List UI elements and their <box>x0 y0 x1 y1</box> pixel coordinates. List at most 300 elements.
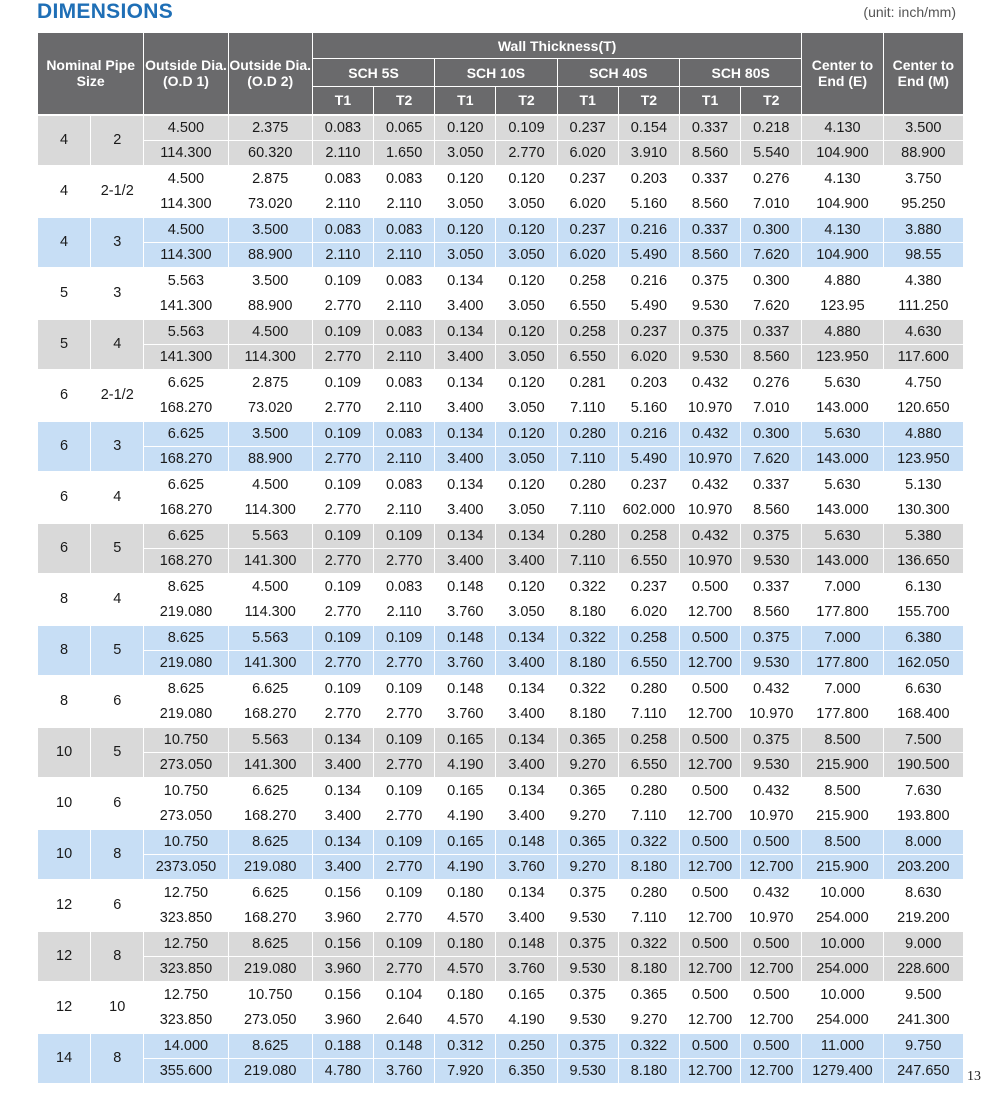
cell-mm: 73.020 <box>228 395 312 421</box>
cell-mm: 8.180 <box>557 701 618 727</box>
table-row-inch <box>38 166 964 192</box>
table-row-mm <box>38 344 964 370</box>
cell-mm: 6.550 <box>557 293 618 319</box>
cell-mm: 88.900 <box>883 140 963 166</box>
cell-mm: 9.530 <box>557 1058 618 1083</box>
cell-mm: 155.700 <box>883 599 963 625</box>
cell-mm: 241.300 <box>883 1007 963 1033</box>
cell-mm: 136.650 <box>883 548 963 574</box>
cell-mm: 5.490 <box>618 446 679 472</box>
cell-mm: 12.700 <box>679 701 740 727</box>
table-row-mm <box>38 242 964 268</box>
cell-mm: 3.050 <box>435 191 496 217</box>
cell-mm: 5.160 <box>618 395 679 421</box>
cell-mm: 123.950 <box>802 344 883 370</box>
header-t1: T1 <box>557 87 618 115</box>
cell-mm: 7.010 <box>741 191 802 217</box>
header-t2: T2 <box>496 87 557 115</box>
cell-inch: 0.165 <box>435 829 496 855</box>
cell-mm: 3.760 <box>496 854 557 880</box>
table-row-inch <box>38 829 964 855</box>
cell-inch: 0.258 <box>557 268 618 294</box>
cell-inch: 0.500 <box>679 574 740 600</box>
cell-mm: 2.770 <box>374 752 435 778</box>
cell-inch: 0.134 <box>435 319 496 345</box>
cell-inch: 0.188 <box>312 1033 373 1059</box>
cell-mm: 1279.400 <box>802 1058 883 1083</box>
cell-inch: 0.120 <box>496 574 557 600</box>
cell-mm: 2.770 <box>374 956 435 982</box>
cell-mm: 95.250 <box>883 191 963 217</box>
dimensions-table-body <box>38 115 964 1083</box>
cell-mm: 219.080 <box>228 854 312 880</box>
cell-mm: 12.700 <box>679 650 740 676</box>
cell-inch: 0.500 <box>679 931 740 957</box>
cell-inch: 0.312 <box>435 1033 496 1059</box>
cell-mm: 114.300 <box>144 242 228 268</box>
cell-mm: 219.080 <box>144 599 228 625</box>
cell-inch: 0.237 <box>618 472 679 498</box>
cell-inch: 0.148 <box>435 625 496 651</box>
cell-mm: 4.190 <box>435 803 496 829</box>
cell-mm: 177.800 <box>802 599 883 625</box>
cell-inch: 0.120 <box>496 268 557 294</box>
cell-inch: 0.216 <box>618 217 679 243</box>
cell-inch: 10.750 <box>144 727 228 753</box>
cell-inch: 0.375 <box>741 625 802 651</box>
cell-inch: 0.365 <box>557 727 618 753</box>
cell-mm: 3.400 <box>312 854 373 880</box>
cell-inch: 7.630 <box>883 778 963 804</box>
cell-inch: 0.109 <box>496 115 557 141</box>
cell-mm: 143.000 <box>802 395 883 421</box>
cell-inch: 4.500 <box>144 166 228 192</box>
cell-inch: 10.750 <box>228 982 312 1008</box>
table-row-inch <box>38 472 964 498</box>
cell-mm: 3.050 <box>496 446 557 472</box>
cell-inch: 0.500 <box>741 931 802 957</box>
cell-inch: 0.083 <box>374 268 435 294</box>
cell-inch: 0.500 <box>741 982 802 1008</box>
cell-inch: 0.120 <box>496 319 557 345</box>
cell-mm: 2.110 <box>374 293 435 319</box>
dimensions-table <box>37 32 964 1083</box>
cell-inch: 0.375 <box>741 727 802 753</box>
cell-mm: 219.080 <box>228 1058 312 1083</box>
cell-mm: 9.270 <box>618 1007 679 1033</box>
nominal-size-2: 5 <box>91 625 144 676</box>
cell-inch: 3.500 <box>883 115 963 141</box>
cell-mm: 4.780 <box>312 1058 373 1083</box>
nominal-size-1: 10 <box>38 727 91 778</box>
cell-inch: 0.280 <box>557 472 618 498</box>
cell-mm: 3.050 <box>496 599 557 625</box>
cell-mm: 7.110 <box>618 803 679 829</box>
cell-mm: 4.570 <box>435 905 496 931</box>
header-t2: T2 <box>374 87 435 115</box>
cell-inch: 0.134 <box>496 523 557 549</box>
cell-inch: 0.109 <box>312 319 373 345</box>
cell-inch: 0.120 <box>496 166 557 192</box>
cell-inch: 0.237 <box>618 574 679 600</box>
cell-mm: 6.550 <box>618 650 679 676</box>
cell-inch: 5.563 <box>228 727 312 753</box>
cell-mm: 10.970 <box>679 548 740 574</box>
cell-mm: 60.320 <box>228 140 312 166</box>
cell-mm: 2373.050 <box>144 854 228 880</box>
cell-inch: 5.630 <box>802 370 883 396</box>
nominal-size-1: 12 <box>38 880 91 931</box>
cell-inch: 0.120 <box>435 217 496 243</box>
cell-mm: 12.700 <box>679 599 740 625</box>
cell-inch: 0.134 <box>435 421 496 447</box>
cell-mm: 3.400 <box>435 446 496 472</box>
cell-mm: 5.490 <box>618 293 679 319</box>
cell-mm: 114.300 <box>144 140 228 166</box>
header-wall-thickness: Wall Thickness(T) <box>312 33 802 59</box>
cell-inch: 0.322 <box>557 676 618 702</box>
cell-inch: 6.625 <box>228 676 312 702</box>
cell-inch: 14.000 <box>144 1033 228 1059</box>
cell-mm: 8.180 <box>618 854 679 880</box>
cell-inch: 0.109 <box>374 625 435 651</box>
cell-mm: 3.400 <box>435 395 496 421</box>
cell-inch: 7.000 <box>802 676 883 702</box>
cell-inch: 4.630 <box>883 319 963 345</box>
cell-inch: 6.625 <box>228 778 312 804</box>
cell-inch: 0.109 <box>312 421 373 447</box>
nominal-size-2: 4 <box>91 472 144 523</box>
cell-inch: 0.065 <box>374 115 435 141</box>
cell-inch: 2.375 <box>228 115 312 141</box>
header-sch10s: SCH 10S <box>435 59 557 87</box>
cell-mm: 168.270 <box>144 446 228 472</box>
cell-mm: 219.080 <box>144 650 228 676</box>
cell-inch: 0.148 <box>435 676 496 702</box>
cell-inch: 0.500 <box>679 676 740 702</box>
cell-mm: 117.600 <box>883 344 963 370</box>
cell-inch: 0.432 <box>741 880 802 906</box>
table-row-inch <box>38 115 964 141</box>
cell-inch: 8.625 <box>228 1033 312 1059</box>
table-row-mm <box>38 548 964 574</box>
cell-inch: 3.500 <box>228 421 312 447</box>
table-row-mm <box>38 395 964 421</box>
header-t1: T1 <box>679 87 740 115</box>
cell-mm: 7.110 <box>618 905 679 931</box>
cell-mm: 2.770 <box>312 548 373 574</box>
header-od2: Outside Dia. (O.D 2) <box>228 33 312 115</box>
cell-mm: 602.000 <box>618 497 679 523</box>
cell-inch: 0.337 <box>741 574 802 600</box>
cell-inch: 0.258 <box>618 523 679 549</box>
cell-mm: 5.540 <box>741 140 802 166</box>
table-row-inch <box>38 421 964 447</box>
nominal-size-2: 8 <box>91 829 144 880</box>
cell-mm: 177.800 <box>802 701 883 727</box>
cell-inch: 5.563 <box>144 319 228 345</box>
cell-inch: 0.120 <box>435 115 496 141</box>
cell-mm: 4.570 <box>435 1007 496 1033</box>
cell-inch: 8.625 <box>144 676 228 702</box>
cell-inch: 6.630 <box>883 676 963 702</box>
cell-mm: 114.300 <box>228 497 312 523</box>
cell-inch: 2.875 <box>228 166 312 192</box>
table-row-mm <box>38 701 964 727</box>
cell-inch: 0.134 <box>496 778 557 804</box>
cell-inch: 0.375 <box>679 319 740 345</box>
cell-inch: 0.109 <box>374 778 435 804</box>
cell-mm: 12.700 <box>679 905 740 931</box>
cell-mm: 7.110 <box>557 395 618 421</box>
cell-inch: 0.109 <box>374 880 435 906</box>
cell-mm: 12.700 <box>679 1007 740 1033</box>
cell-mm: 9.530 <box>679 293 740 319</box>
cell-inch: 0.180 <box>435 880 496 906</box>
cell-inch: 5.630 <box>802 421 883 447</box>
cell-inch: 0.109 <box>312 370 373 396</box>
cell-mm: 9.530 <box>679 344 740 370</box>
table-row-inch <box>38 268 964 294</box>
cell-inch: 11.000 <box>802 1033 883 1059</box>
cell-mm: 6.550 <box>557 344 618 370</box>
cell-mm: 9.530 <box>557 956 618 982</box>
cell-mm: 3.400 <box>496 650 557 676</box>
table-row-mm <box>38 905 964 931</box>
cell-inch: 0.109 <box>374 523 435 549</box>
cell-mm: 2.770 <box>312 701 373 727</box>
cell-mm: 143.000 <box>802 446 883 472</box>
cell-inch: 0.216 <box>618 268 679 294</box>
cell-inch: 0.250 <box>496 1033 557 1059</box>
cell-inch: 4.130 <box>802 217 883 243</box>
cell-inch: 4.380 <box>883 268 963 294</box>
cell-mm: 273.050 <box>228 1007 312 1033</box>
table-row-inch <box>38 523 964 549</box>
cell-inch: 0.165 <box>496 982 557 1008</box>
cell-inch: 0.083 <box>312 115 373 141</box>
cell-inch: 4.500 <box>144 217 228 243</box>
cell-inch: 5.630 <box>802 523 883 549</box>
cell-mm: 141.300 <box>228 752 312 778</box>
cell-inch: 0.237 <box>557 217 618 243</box>
cell-mm: 7.110 <box>618 701 679 727</box>
cell-inch: 0.432 <box>679 421 740 447</box>
cell-mm: 2.770 <box>374 650 435 676</box>
table-row-mm <box>38 956 964 982</box>
cell-inch: 0.156 <box>312 880 373 906</box>
cell-mm: 98.55 <box>883 242 963 268</box>
cell-mm: 8.560 <box>741 599 802 625</box>
cell-inch: 0.432 <box>679 472 740 498</box>
cell-mm: 104.900 <box>802 242 883 268</box>
cell-inch: 0.237 <box>618 319 679 345</box>
cell-mm: 2.110 <box>374 395 435 421</box>
cell-inch: 0.280 <box>618 778 679 804</box>
cell-mm: 6.020 <box>557 140 618 166</box>
cell-inch: 0.109 <box>312 472 373 498</box>
cell-mm: 12.700 <box>679 752 740 778</box>
cell-mm: 193.800 <box>883 803 963 829</box>
cell-inch: 0.500 <box>679 880 740 906</box>
cell-mm: 3.050 <box>496 293 557 319</box>
cell-inch: 8.500 <box>802 829 883 855</box>
cell-mm: 3.760 <box>374 1058 435 1083</box>
table-row-inch <box>38 676 964 702</box>
cell-inch: 0.276 <box>741 166 802 192</box>
cell-inch: 9.000 <box>883 931 963 957</box>
nominal-size-1: 10 <box>38 778 91 829</box>
nominal-size-2: 6 <box>91 676 144 727</box>
cell-inch: 0.258 <box>618 727 679 753</box>
cell-mm: 2.110 <box>374 344 435 370</box>
cell-inch: 0.083 <box>374 574 435 600</box>
cell-mm: 7.620 <box>741 242 802 268</box>
cell-mm: 3.400 <box>435 548 496 574</box>
cell-inch: 0.322 <box>557 625 618 651</box>
cell-mm: 254.000 <box>802 956 883 982</box>
cell-mm: 6.550 <box>618 752 679 778</box>
cell-inch: 0.109 <box>312 574 373 600</box>
cell-inch: 6.625 <box>144 472 228 498</box>
cell-inch: 5.630 <box>802 472 883 498</box>
cell-mm: 323.850 <box>144 956 228 982</box>
cell-mm: 141.300 <box>144 344 228 370</box>
cell-mm: 3.050 <box>435 140 496 166</box>
header-nominal-pipe-size: Nominal Pipe Size <box>38 33 144 115</box>
nominal-size-2: 2-1/2 <box>91 370 144 421</box>
cell-mm: 8.560 <box>679 191 740 217</box>
cell-inch: 10.750 <box>144 778 228 804</box>
nominal-size-1: 8 <box>38 574 91 625</box>
cell-inch: 0.083 <box>374 166 435 192</box>
nominal-size-1: 14 <box>38 1033 91 1083</box>
cell-inch: 0.337 <box>679 166 740 192</box>
cell-mm: 3.400 <box>435 497 496 523</box>
cell-inch: 0.375 <box>679 268 740 294</box>
cell-inch: 0.120 <box>435 166 496 192</box>
nominal-size-1: 12 <box>38 982 91 1033</box>
cell-mm: 4.190 <box>496 1007 557 1033</box>
cell-mm: 9.270 <box>557 854 618 880</box>
cell-inch: 8.630 <box>883 880 963 906</box>
cell-inch: 0.083 <box>374 472 435 498</box>
cell-mm: 9.270 <box>557 803 618 829</box>
cell-mm: 3.760 <box>435 650 496 676</box>
cell-mm: 3.050 <box>496 242 557 268</box>
cell-inch: 10.000 <box>802 982 883 1008</box>
cell-inch: 0.322 <box>618 829 679 855</box>
cell-inch: 0.280 <box>557 523 618 549</box>
table-row-mm <box>38 752 964 778</box>
cell-mm: 12.700 <box>741 854 802 880</box>
nominal-size-2: 6 <box>91 778 144 829</box>
nominal-size-1: 6 <box>38 523 91 574</box>
table-row-inch <box>38 319 964 345</box>
cell-mm: 323.850 <box>144 905 228 931</box>
cell-mm: 215.900 <box>802 752 883 778</box>
cell-inch: 5.380 <box>883 523 963 549</box>
cell-inch: 0.375 <box>557 982 618 1008</box>
nominal-size-2: 2 <box>91 115 144 166</box>
cell-inch: 6.130 <box>883 574 963 600</box>
cell-mm: 114.300 <box>228 344 312 370</box>
cell-inch: 4.500 <box>228 319 312 345</box>
cell-inch: 0.280 <box>618 880 679 906</box>
table-row-mm <box>38 140 964 166</box>
cell-mm: 12.700 <box>679 1058 740 1083</box>
cell-inch: 0.281 <box>557 370 618 396</box>
cell-inch: 6.625 <box>228 880 312 906</box>
cell-mm: 3.400 <box>496 701 557 727</box>
cell-mm: 7.920 <box>435 1058 496 1083</box>
cell-inch: 0.258 <box>618 625 679 651</box>
cell-mm: 10.970 <box>679 395 740 421</box>
cell-mm: 168.270 <box>228 803 312 829</box>
cell-mm: 273.050 <box>144 803 228 829</box>
cell-inch: 7.500 <box>883 727 963 753</box>
cell-inch: 0.109 <box>312 676 373 702</box>
cell-inch: 0.322 <box>618 1033 679 1059</box>
cell-inch: 8.000 <box>883 829 963 855</box>
cell-inch: 0.134 <box>496 880 557 906</box>
cell-inch: 0.148 <box>374 1033 435 1059</box>
cell-inch: 0.165 <box>435 778 496 804</box>
cell-mm: 141.300 <box>144 293 228 319</box>
cell-inch: 0.375 <box>557 880 618 906</box>
cell-mm: 2.770 <box>312 395 373 421</box>
cell-mm: 9.270 <box>557 752 618 778</box>
cell-mm: 2.110 <box>374 497 435 523</box>
cell-inch: 0.180 <box>435 931 496 957</box>
cell-mm: 104.900 <box>802 140 883 166</box>
table-row-mm <box>38 1058 964 1083</box>
cell-inch: 0.120 <box>496 421 557 447</box>
cell-inch: 0.134 <box>496 676 557 702</box>
cell-inch: 0.500 <box>741 1033 802 1059</box>
table-row-mm <box>38 191 964 217</box>
cell-inch: 0.500 <box>679 1033 740 1059</box>
header-center-to-end-m: Center to End (M) <box>883 33 963 115</box>
cell-inch: 0.134 <box>435 472 496 498</box>
cell-inch: 0.365 <box>557 829 618 855</box>
cell-mm: 254.000 <box>802 905 883 931</box>
cell-inch: 0.083 <box>312 166 373 192</box>
cell-inch: 10.750 <box>144 829 228 855</box>
cell-mm: 177.800 <box>802 650 883 676</box>
table-row-inch <box>38 370 964 396</box>
cell-inch: 0.134 <box>312 778 373 804</box>
cell-inch: 0.083 <box>374 421 435 447</box>
cell-inch: 4.500 <box>228 472 312 498</box>
cell-mm: 203.200 <box>883 854 963 880</box>
nominal-size-2: 8 <box>91 931 144 982</box>
nominal-size-2: 2-1/2 <box>91 166 144 217</box>
cell-mm: 9.530 <box>741 650 802 676</box>
cell-mm: 10.970 <box>679 497 740 523</box>
table-row-mm <box>38 1007 964 1033</box>
header-t2: T2 <box>618 87 679 115</box>
cell-inch: 0.432 <box>741 676 802 702</box>
nominal-size-1: 6 <box>38 472 91 523</box>
cell-mm: 1.650 <box>374 140 435 166</box>
cell-mm: 2.110 <box>312 191 373 217</box>
cell-mm: 114.300 <box>228 599 312 625</box>
cell-inch: 4.880 <box>802 268 883 294</box>
cell-inch: 0.120 <box>496 472 557 498</box>
cell-inch: 0.203 <box>618 370 679 396</box>
cell-mm: 3.400 <box>312 803 373 829</box>
